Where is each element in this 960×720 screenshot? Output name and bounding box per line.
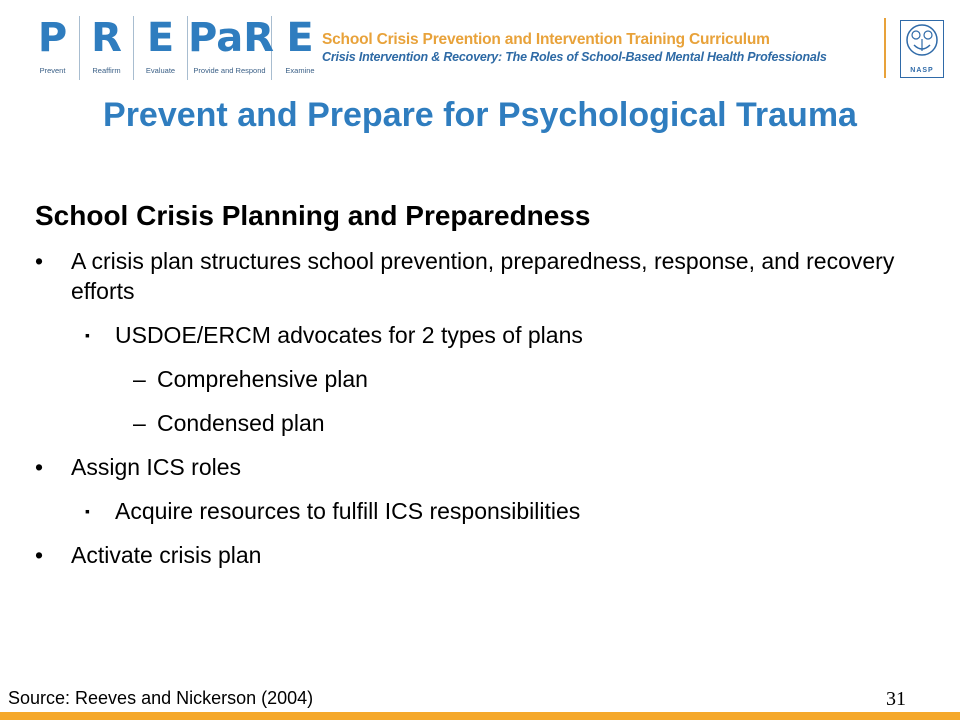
- bullet-level1: [35, 540, 915, 570]
- logo-cell-reaffirm: [80, 16, 134, 80]
- bullet-level1: [35, 246, 915, 306]
- bullet-level3: [35, 408, 915, 438]
- nasp-label: NASP: [910, 67, 934, 74]
- bullet-level2: [35, 320, 915, 350]
- logo-caption: Provide and Respond: [193, 66, 266, 75]
- bullet-text: Acquire resources to fulfill ICS responsibilities: [115, 498, 581, 524]
- bullet-text: Assign ICS roles: [71, 454, 242, 480]
- slide-header: [0, 0, 960, 90]
- logo-letter: E: [146, 15, 175, 61]
- logo-caption: Examine: [285, 66, 315, 75]
- logo-caption: Reaffirm: [92, 66, 121, 75]
- logo-letter: P: [37, 15, 68, 61]
- prepare-logo: [26, 16, 328, 80]
- slide-title: Prevent and Prepare for Psychological Trauma: [103, 96, 857, 134]
- header-divider: [884, 18, 886, 78]
- square-bullet-marker: ▪: [85, 327, 90, 343]
- logo-letter: E: [286, 15, 314, 61]
- bullet-level3: [35, 364, 915, 394]
- bullet-marker: •: [35, 542, 44, 568]
- nasp-emblem-icon: [901, 21, 943, 63]
- bullet-text: USDOE/ERCM advocates for 2 types of plans: [115, 322, 583, 348]
- logo-cell-prevent: [26, 16, 80, 80]
- logo-caption: Prevent: [39, 66, 66, 75]
- logo-caption: Evaluate: [145, 66, 176, 75]
- page-number: 31: [886, 688, 906, 710]
- square-bullet-marker: ▪: [85, 503, 90, 519]
- slide-content: [35, 200, 915, 584]
- source-citation: Source: Reeves and Nickerson (2004): [8, 688, 314, 708]
- bullet-text: A crisis plan structures school prevention, preparedness, response, and recovery efforts: [71, 248, 895, 304]
- bullet-text: Comprehensive plan: [157, 366, 368, 392]
- bullet-level2: [35, 496, 915, 526]
- bullet-text: Activate crisis plan: [71, 542, 262, 568]
- logo-letter: R: [91, 15, 122, 61]
- dash-bullet-marker: –: [133, 410, 146, 436]
- bullet-text: Condensed plan: [157, 410, 325, 436]
- curriculum-subtitle: Crisis Intervention & Recovery: The Roles of School-Based Mental Health Professionals: [322, 50, 827, 64]
- logo-cell-examine: [272, 16, 328, 80]
- bullet-marker: •: [35, 454, 44, 480]
- section-heading: School Crisis Planning and Preparedness: [35, 200, 591, 231]
- footer-bar: [0, 712, 960, 720]
- nasp-logo: [900, 20, 944, 78]
- curriculum-title: School Crisis Prevention and Intervention Training Curriculum: [322, 31, 770, 48]
- dash-bullet-marker: –: [133, 366, 146, 392]
- logo-letter: PaR: [188, 15, 275, 61]
- bullet-level1: [35, 452, 915, 482]
- bullet-marker: •: [35, 248, 44, 274]
- logo-cell-evaluate: [134, 16, 188, 80]
- logo-cell-provide-respond: [188, 15, 275, 80]
